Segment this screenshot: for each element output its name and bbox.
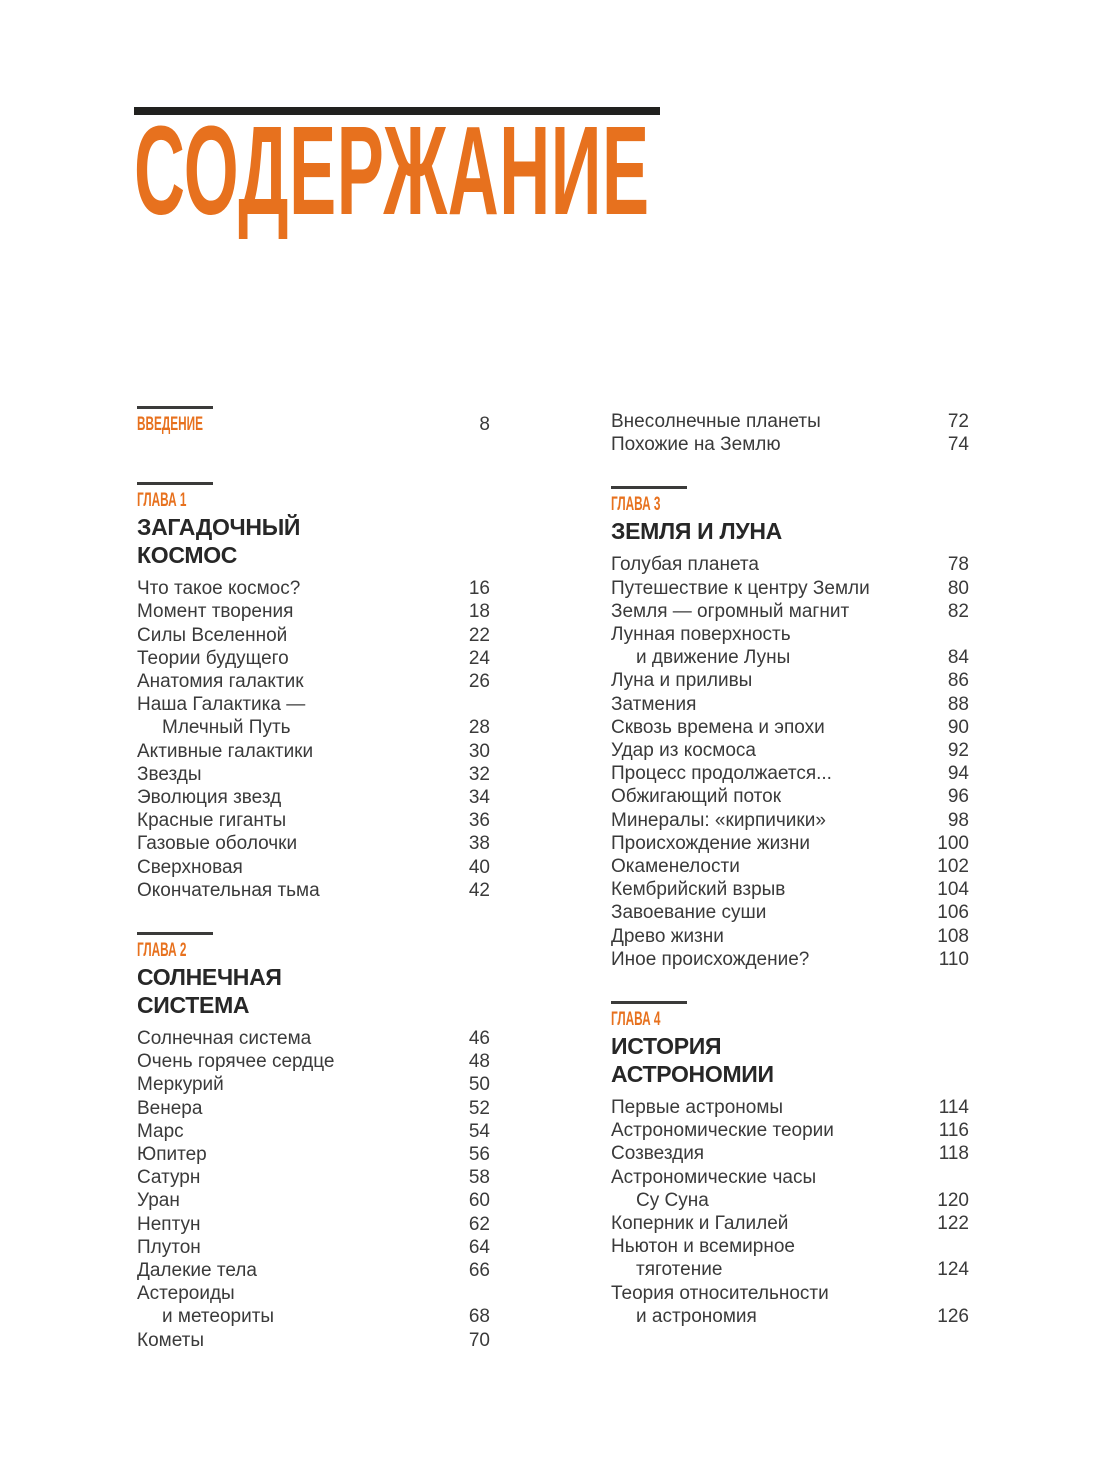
toc-entry [137, 1329, 490, 1352]
entry-list [611, 410, 969, 456]
chapter-heading [137, 513, 490, 569]
entry-title: Земля — огромный магнит [611, 600, 850, 622]
entry-title: Звезды [137, 763, 202, 785]
toc-entry [137, 1050, 490, 1073]
page-number: 18 [468, 601, 490, 623]
entry-title: Красные гиганты [137, 810, 287, 832]
entry-title: Путешествие к центру Земли [611, 577, 870, 599]
entry-title: Кембрийский взрыв [611, 879, 786, 901]
page-number: 28 [468, 717, 490, 739]
page-number: 110 [938, 948, 969, 970]
toc-entry [137, 1097, 490, 1120]
toc-entry [137, 670, 490, 693]
toc-entry [611, 1189, 969, 1212]
toc-section [137, 482, 490, 902]
toc-entry [611, 832, 969, 855]
chapter-heading-line: АСТРОНОМИИ [611, 1061, 774, 1088]
page-number: 42 [468, 879, 490, 901]
chapter-heading [611, 1032, 969, 1088]
entry-title: Обжигающий поток [611, 786, 782, 808]
toc-entry [611, 809, 969, 832]
entry-title: Марс [137, 1120, 184, 1142]
page-number: 34 [468, 787, 490, 809]
entry-title: Удар из космоса [611, 740, 756, 762]
page-number: 38 [468, 833, 490, 855]
entry-title: Наша Галактика — [137, 694, 306, 716]
page-number: 70 [468, 1329, 490, 1351]
page-number: 64 [468, 1236, 490, 1258]
toc-entry [611, 948, 969, 971]
toc-entry [137, 693, 490, 716]
page-number: 92 [947, 740, 969, 762]
toc-entry [611, 410, 969, 433]
entry-title: Коперник и Галилей [611, 1213, 789, 1235]
toc-entry [137, 1143, 490, 1166]
toc-entry [137, 879, 490, 902]
page-number: 62 [468, 1213, 490, 1235]
entry-title: Венера [137, 1097, 203, 1119]
toc-entry [137, 856, 490, 879]
page-number: 122 [937, 1213, 969, 1235]
page-number: 96 [947, 786, 969, 808]
page-number: 94 [947, 763, 969, 785]
toc-entry [611, 1096, 969, 1119]
toc-entry [137, 832, 490, 855]
toc-entry [611, 623, 969, 646]
toc-entry [137, 1236, 490, 1259]
page-number: 98 [947, 809, 969, 831]
toc-entry [611, 646, 969, 669]
toc-entry [611, 739, 969, 762]
entry-title: Ньютон и всемирное [611, 1236, 795, 1258]
page-number: 22 [468, 624, 490, 646]
page-number: 102 [937, 856, 969, 878]
section-rule [611, 486, 687, 489]
entry-title: Минералы: «кирпичики» [611, 809, 826, 831]
toc-entry [137, 1305, 490, 1328]
toc-entry [137, 1282, 490, 1305]
toc-entry [611, 1212, 969, 1235]
entry-title: Эволюция звезд [137, 787, 282, 809]
page-number: 72 [947, 411, 969, 432]
chapter-label: ГЛАВА 4 [611, 1009, 661, 1031]
entry-list [611, 553, 969, 971]
page-number: 88 [947, 693, 969, 715]
toc-entry [137, 1213, 490, 1236]
entry-title: Очень горячее сердце [137, 1051, 335, 1073]
page-number: 116 [938, 1120, 969, 1142]
entry-title: Древо жизни [611, 925, 724, 947]
page-number: 108 [937, 925, 969, 947]
entry-title: Кометы [137, 1329, 204, 1351]
chapter-heading-line: ИСТОРИЯ [611, 1033, 722, 1060]
toc-column-right [611, 395, 969, 1328]
page-number: 66 [468, 1260, 490, 1282]
entry-title: Похожие на Землю [611, 434, 781, 456]
entry-title: Окаменелости [611, 856, 740, 878]
page-number: 86 [947, 670, 969, 692]
toc-section [137, 932, 490, 1352]
chapter-label: ГЛАВА 1 [137, 490, 187, 512]
entry-title: Затмения [611, 693, 697, 715]
toc-column-left [137, 395, 490, 1352]
entry-title: Плутон [137, 1236, 201, 1258]
toc-entry [611, 433, 969, 456]
toc-entry [611, 1166, 969, 1189]
page-number: 126 [937, 1305, 969, 1327]
page-number: 30 [468, 740, 490, 762]
entry-title: Астероиды [137, 1283, 235, 1305]
toc-entry [611, 716, 969, 739]
toc-entry [137, 809, 490, 832]
masthead [134, 100, 694, 241]
chapter-heading-line: КОСМОС [137, 542, 238, 569]
entry-title: Далекие тела [137, 1260, 257, 1282]
chapter-label: ГЛАВА 3 [611, 494, 661, 516]
toc-entry [137, 740, 490, 763]
entry-title: Меркурий [137, 1074, 224, 1096]
introduction-label: ВВЕДЕНИЕ [137, 414, 203, 435]
toc-entry [611, 878, 969, 901]
toc-entry [611, 855, 969, 878]
entry-title: Силы Вселенной [137, 624, 288, 646]
toc-entry [611, 925, 969, 948]
toc-entry [137, 1120, 490, 1143]
page-number: 24 [468, 647, 490, 669]
entry-title: Сквозь времена и эпохи [611, 716, 825, 738]
page-number: 48 [468, 1051, 490, 1073]
toc-entry [611, 600, 969, 623]
page-number: 104 [937, 879, 969, 901]
toc-entry [137, 1073, 490, 1096]
chapter-heading [611, 517, 969, 545]
toc-entry [137, 763, 490, 786]
entry-title: Лунная поверхность [611, 624, 791, 646]
entry-title: и астрономия [636, 1305, 757, 1327]
toc-section [611, 1001, 969, 1328]
toc-section [137, 406, 490, 436]
toc-entry [611, 901, 969, 924]
toc-entry [611, 1119, 969, 1142]
page-number: 16 [468, 578, 490, 600]
entry-title: Завоевание суши [611, 902, 767, 924]
toc-entry [137, 600, 490, 623]
toc-section [611, 410, 969, 456]
toc-entry [611, 762, 969, 785]
entry-title: Момент творения [137, 601, 294, 623]
entry-title: и движение Луны [636, 647, 791, 669]
entry-title: Теория относительности [611, 1282, 829, 1304]
section-rule [137, 482, 213, 485]
chapter-heading-line: СИСТЕМА [137, 992, 250, 1019]
page-number: 58 [468, 1167, 490, 1189]
entry-title: Астрономические часы [611, 1166, 817, 1188]
chapter-heading-line: ЗЕМЛЯ И ЛУНА [611, 518, 782, 545]
page-number: 32 [468, 763, 490, 785]
page-number: 120 [937, 1189, 969, 1211]
page-number: 8 [479, 414, 490, 435]
entry-title: Анатомия галактик [137, 671, 304, 693]
entry-list [137, 1027, 490, 1352]
chapter-heading-line: СОЛНЕЧНАЯ [137, 964, 282, 991]
page-number: 60 [468, 1190, 490, 1212]
toc-entry [611, 1235, 969, 1258]
toc-entry [137, 647, 490, 670]
page-number: 46 [468, 1028, 490, 1050]
entry-title: Юпитер [137, 1144, 207, 1166]
entry-list [137, 577, 490, 902]
page-number: 100 [937, 832, 969, 854]
page-number: 82 [947, 600, 969, 622]
page-number: 56 [468, 1144, 490, 1166]
entry-title: Процесс продолжается... [611, 763, 832, 785]
section-rule [611, 1001, 687, 1004]
entry-title: Что такое космос? [137, 578, 301, 600]
entry-title: Иное происхождение? [611, 948, 810, 970]
toc-entry [611, 577, 969, 600]
entry-title: тяготение [636, 1259, 723, 1281]
entry-title: Уран [137, 1190, 180, 1212]
entry-title: Внесолнечные планеты [611, 411, 821, 432]
toc-entry [137, 716, 490, 739]
page-number: 114 [938, 1097, 969, 1119]
chapter-heading [137, 963, 490, 1019]
toc-entry [611, 1282, 969, 1305]
entry-title: Млечный Путь [162, 717, 291, 739]
entry-title: Луна и приливы [611, 670, 753, 692]
entry-title: Солнечная система [137, 1028, 312, 1050]
toc-entry [611, 693, 969, 716]
entry-title: Активные галактики [137, 740, 314, 762]
entry-title: Теории будущего [137, 647, 289, 669]
toc-entry [137, 1027, 490, 1050]
entry-list [611, 1096, 969, 1328]
page-number: 84 [947, 647, 969, 669]
toc-entry [137, 1259, 490, 1282]
page-number: 68 [468, 1306, 490, 1328]
toc-entry [611, 669, 969, 692]
page-number: 40 [468, 856, 490, 878]
entry-title: Происхождение жизни [611, 832, 810, 854]
introduction-row [137, 409, 490, 436]
page-number: 50 [468, 1074, 490, 1096]
toc-section [611, 486, 969, 971]
section-rule [137, 932, 213, 935]
toc-entry [137, 624, 490, 647]
entry-title: Окончательная тьма [137, 879, 320, 901]
page-title: СОДЕРЖАНИЕ [134, 100, 650, 241]
toc-entry [137, 786, 490, 809]
page-number: 36 [468, 810, 490, 832]
toc-entry [611, 1305, 969, 1328]
page-number: 52 [468, 1097, 490, 1119]
toc-entry [611, 785, 969, 808]
page-number: 54 [468, 1120, 490, 1142]
entry-title: Сверхновая [137, 856, 243, 878]
entry-title: и метеориты [162, 1306, 275, 1328]
page-number: 78 [947, 554, 969, 576]
page-number: 74 [947, 434, 969, 456]
entry-title: Голубая планета [611, 554, 759, 576]
toc-entry [137, 577, 490, 600]
page-number: 80 [947, 577, 969, 599]
chapter-label: ГЛАВА 2 [137, 940, 187, 962]
entry-title: Су Суна [636, 1189, 709, 1211]
page-number: 26 [468, 671, 490, 693]
entry-title: Астрономические теории [611, 1120, 834, 1142]
entry-title: Газовые оболочки [137, 833, 298, 855]
toc-entry [137, 1189, 490, 1212]
toc-entry [611, 553, 969, 576]
chapter-heading-line: ЗАГАДОЧНЫЙ [137, 514, 301, 541]
entry-title: Первые астрономы [611, 1097, 784, 1119]
toc-entry [611, 1142, 969, 1165]
toc-entry [137, 1166, 490, 1189]
entry-title: Сатурн [137, 1167, 201, 1189]
toc-entry [611, 1258, 969, 1281]
page-number: 124 [937, 1259, 969, 1281]
entry-title: Нептун [137, 1213, 201, 1235]
page-number: 118 [938, 1143, 969, 1165]
page-number: 106 [937, 902, 969, 924]
page-number: 90 [947, 716, 969, 738]
entry-title: Созвездия [611, 1143, 705, 1165]
